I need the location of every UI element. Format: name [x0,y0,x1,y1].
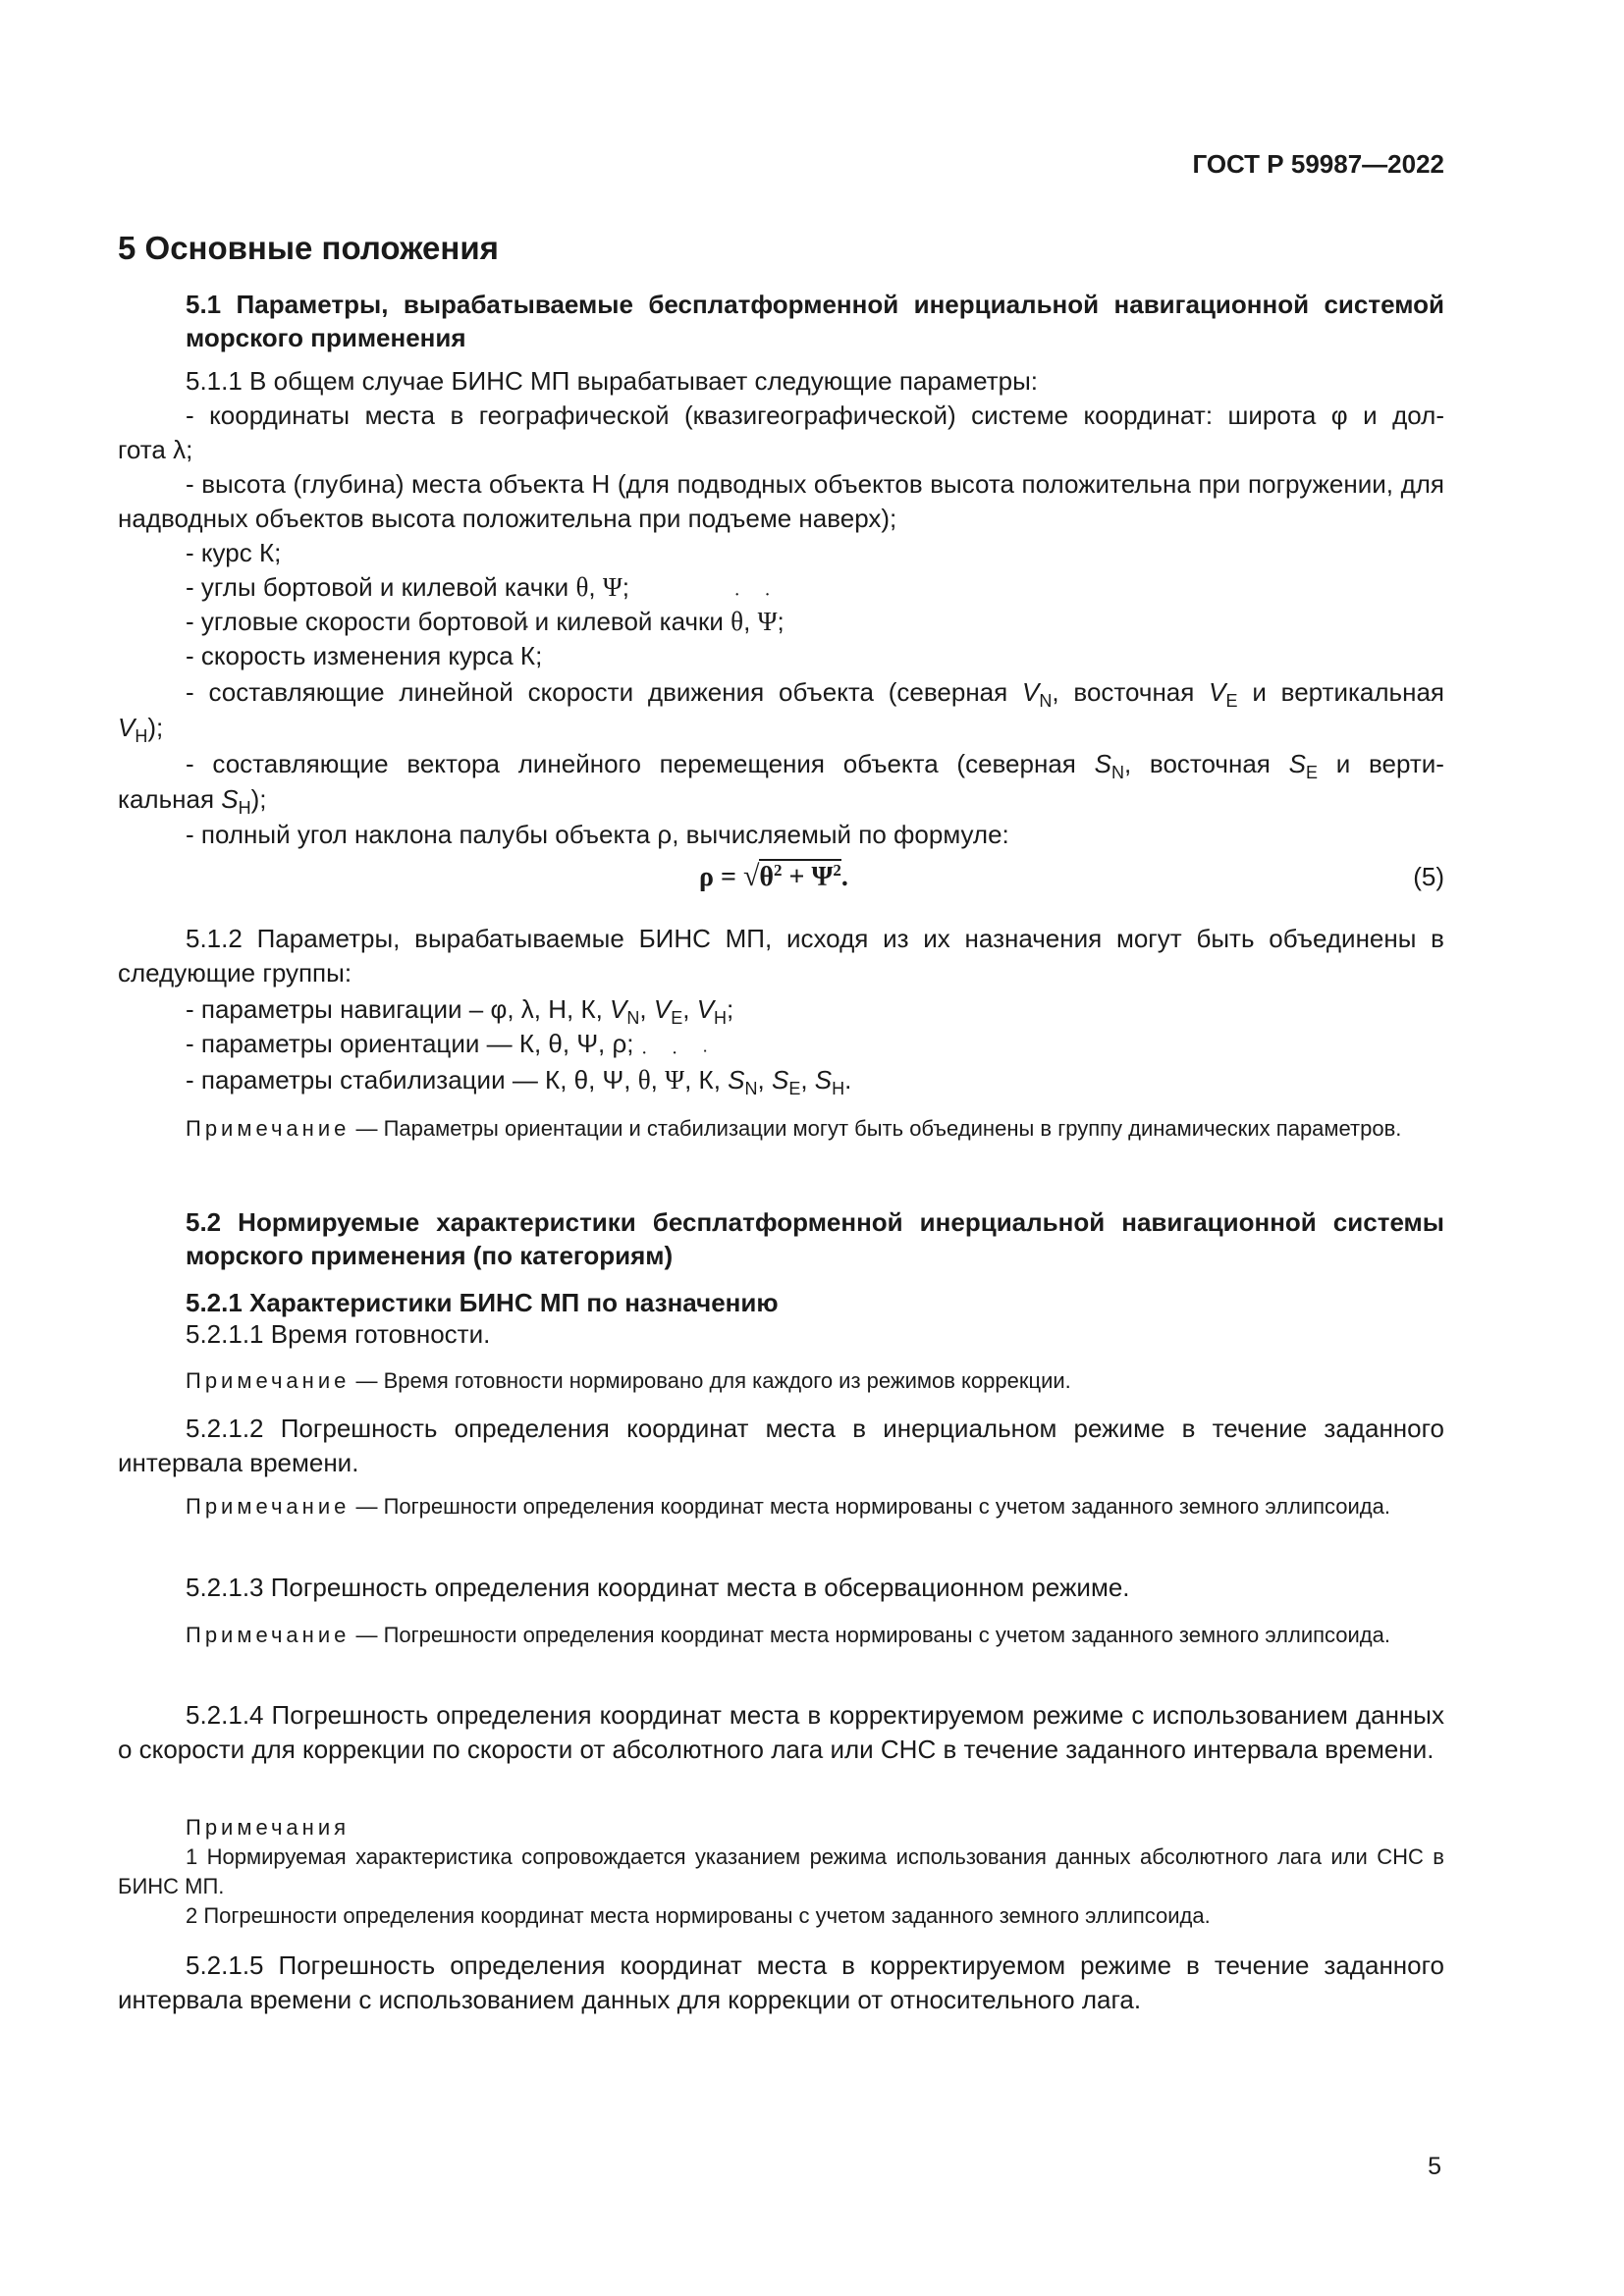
formula-number: (5) [1413,862,1444,891]
list-item-velocity-tail: $V_H$); [118,713,164,746]
document-header-standard: ГОСТ Р 59987—2022 [1192,149,1444,179]
note-dynamic-params: Примечание — Параметры ориентации и стабилизации могут быть объединены в группу динамических параметров. [186,1116,1402,1141]
para-5-2-1-2: 5.2.1.2 Погрешность определения координат места в инерциальном режиме в течение заданного интервала времени. [118,1414,1444,1477]
note-readiness-time: Примечание — Время готовности нормировано для каждого из режимов коррекции. [186,1368,1071,1393]
list-item-nav-params: - параметры навигации – φ, λ, Н, К, $V_N$, $V_E$, $V_H$; [186,994,734,1028]
section-5-title: 5 Основные положения [118,230,499,266]
list-item-deck-tilt: - полный угол наклона палубы объекта ρ, вычисляемый по формуле: [186,820,1009,849]
para-5-2-1-1: 5.2.1.1 Время готовности. [186,1319,491,1349]
list-item-stabilization-params: - параметры стабилизации — К, θ, Ψ, θ ˙, Ψ ˙, К ˙, $S_N$, $S_E$, $S_H$. [118,1063,1444,1097]
section-5-2-title: 5.2 Нормируемые характеристики бесплатформенной инерциальной навигационной системы морского применения (по категориям) [186,1207,1444,1270]
para-5-2-1-5: 5.2.1.5 Погрешность определения координат места в корректируемом режиме в течение заданного интервала времени с использованием данных для коррекции от относительного лага. [118,1950,1444,2014]
list-item-roll-pitch-angles: - углы бортовой и килевой качки θ, Ψ; [186,572,629,602]
list-item-angular-rates: - угловые скорости бортовой и килевой качки θ ˙, Ψ ˙; [118,605,1444,639]
page-number: 5 [1428,2153,1441,2180]
section-5-2-1-title: 5.2.1 Характеристики БИНС МП по назначению [186,1288,779,1317]
formula-expression: $\rho = √\theta^2 + \Psi^2$. [699,860,848,892]
list-item-course: - курс К; [186,538,282,567]
para-5-1-1-intro: 5.1.1 В общем случае БИНС МП вырабатывает следующие параметры: [186,366,1039,396]
list-item-course-rate: - скорость изменения курса К ˙; [118,639,1444,673]
note-ellipsoid-2: Примечание — Погрешности определения координат места нормированы с учетом заданного земного эллипсоида. [186,1623,1390,1647]
note-item-1: 1 Нормируемая характеристика сопровождается указанием режима использования данных абсолютного лага или СНС в БИНС МП. [118,1844,1444,1898]
note-ellipsoid-1: Примечание — Погрешности определения координат места нормированы с учетом заданного земного эллипсоида. [186,1494,1390,1519]
formula-radicand: $\theta^2 + \Psi^2$ [759,861,841,892]
para-5-2-1-4: 5.2.1.4 Погрешность определения координат места в корректируемом режиме с использованием данных о скорости для коррекции по скорости от абсолютного лага или СНС в течение заданного интервала времени. [118,1700,1444,1764]
notes-heading: Примечания [186,1815,351,1840]
list-item-velocity: - составляющие линейной скорости движения объекта (северная $V_N$, восточная $V_E$ и вертикальная [186,677,1444,711]
list-item-displacement: - составляющие вектора линейного перемещения объекта (северная $S_N$, восточная $S_E$ и верти- [186,749,1444,782]
para-5-2-1-3: 5.2.1.3 Погрешность определения координат места в обсервационном режиме. [186,1573,1130,1602]
list-item-coordinates: - координаты места в географической (квазигеографической) системе координат: широта φ и дол- [186,400,1444,430]
para-5-1-2-intro: 5.1.2 Параметры, вырабатываемые БИНС МП, исходя из их назначения могут быть объединены в следующие группы: [118,924,1444,988]
list-item-orientation-params: - параметры ориентации — К, θ, Ψ, ρ; [186,1029,634,1058]
list-item-coordinates-tail: гота λ; [118,435,193,464]
list-item-height: - высота (глубина) места объекта Н (для подводных объектов высота положительна при погружении, для надводных объектов высота положительна при подъеме наверх); [118,469,1444,533]
note-item-2: 2 Погрешности определения координат места нормированы с учетом заданного земного эллипсоида. [186,1903,1211,1928]
formula-5 [118,860,1444,899]
section-5-1-title: 5.1 Параметры, вырабатываемые бесплатформенной инерциальной навигационной системой морского применения [186,290,1444,352]
list-item-displacement-tail: кальная $S_H$); [118,784,267,818]
